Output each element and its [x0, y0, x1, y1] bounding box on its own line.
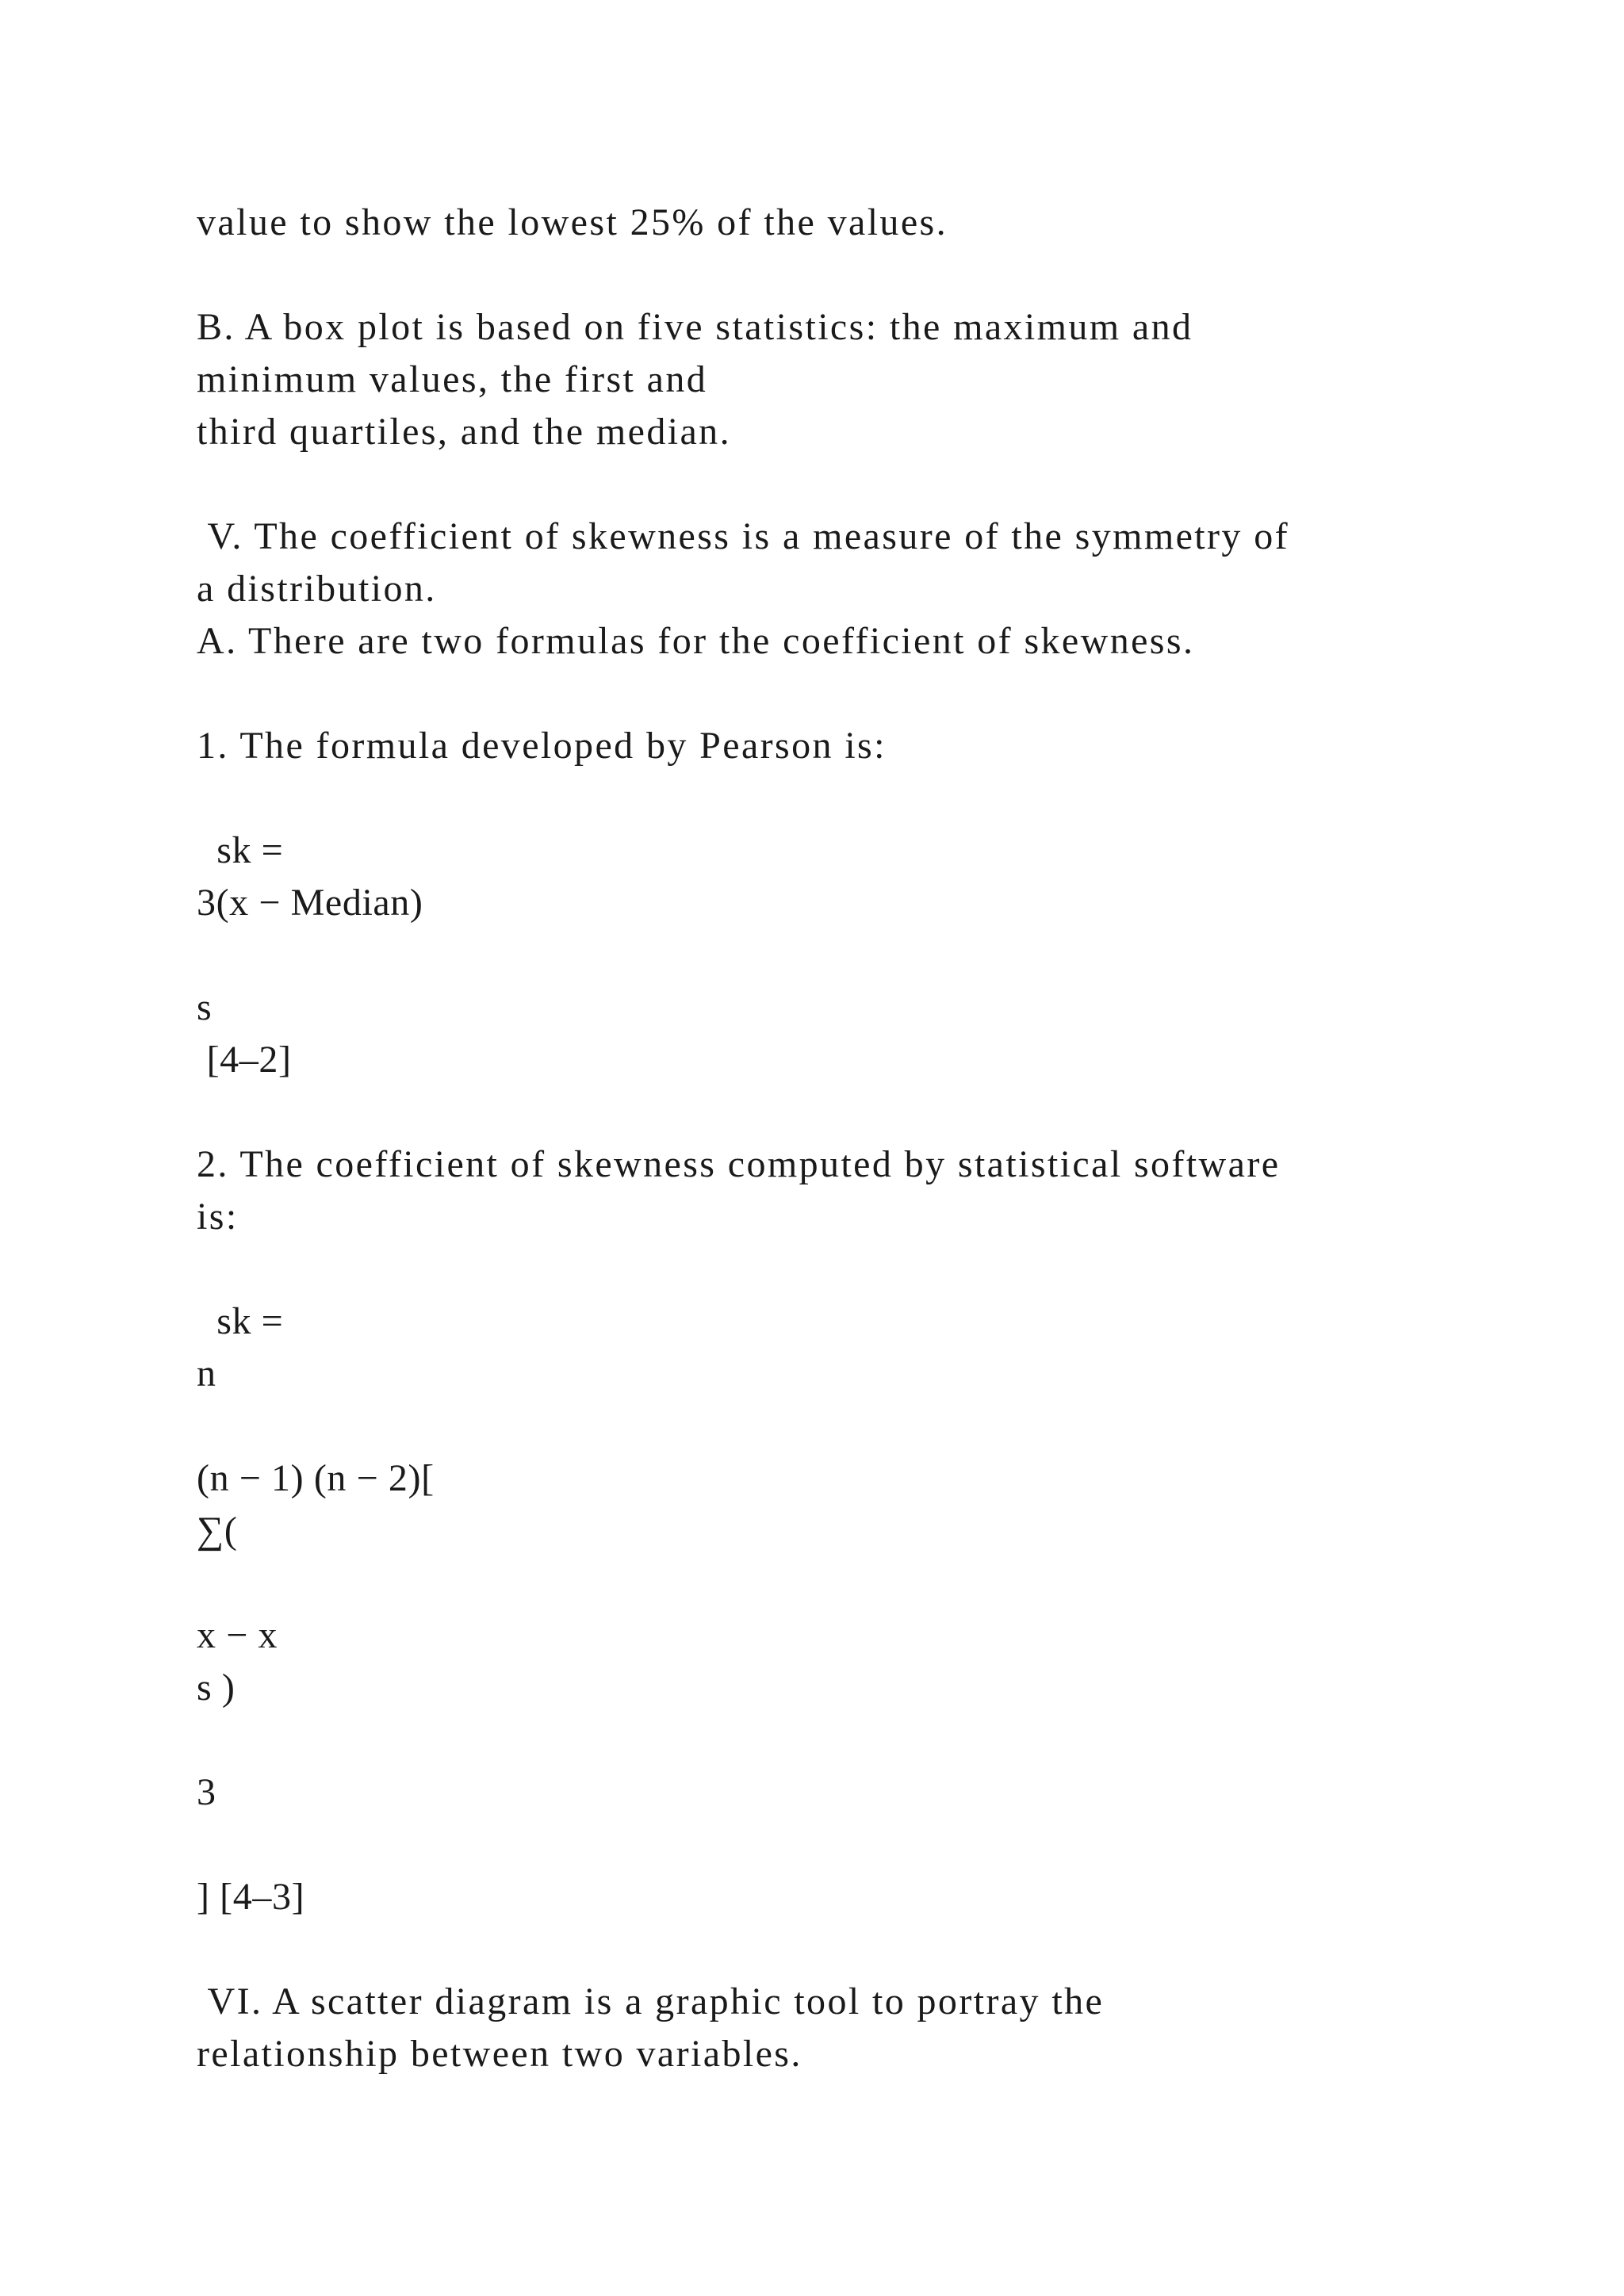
text-line: A. There are two formulas for the coefficient of skewness. — [197, 620, 1195, 662]
text-line: B. A box plot is based on five statistics: the maximum and — [197, 306, 1193, 348]
formula-line: 3 — [197, 1771, 216, 1813]
text-line: relationship between two variables. — [197, 2033, 802, 2075]
text-line: value to show the lowest 25% of the values. — [197, 201, 948, 243]
text-line: 1. The formula developed by Pearson is: — [197, 725, 887, 767]
formula-line: 3(x − Median) — [197, 882, 423, 924]
formula-line: ∑( — [197, 1510, 238, 1552]
formula-line: sk = — [197, 829, 284, 871]
formula-line: s ) — [197, 1667, 236, 1709]
formula-line: sk = — [197, 1300, 284, 1342]
text-line: 2. The coefficient of skewness computed by statistical software — [197, 1143, 1281, 1185]
equation-number: ] [4–3] — [197, 1876, 305, 1918]
text-line: a distribution. — [197, 568, 437, 610]
formula-line: (n − 1) (n − 2)[ — [197, 1457, 435, 1499]
text-line: VI. A scatter diagram is a graphic tool to portray the — [197, 1980, 1105, 2022]
formula-line: x − x — [197, 1614, 278, 1656]
formula-line: n — [197, 1353, 216, 1395]
text-line: minimum values, the first and — [197, 358, 708, 400]
equation-number: [4–2] — [197, 1039, 292, 1081]
text-line: V. The coefficient of skewness is a measure of the symmetry of — [197, 515, 1290, 557]
text-line: is: — [197, 1196, 239, 1238]
text-line: third quartiles, and the median. — [197, 411, 731, 453]
formula-line: s — [197, 986, 213, 1028]
